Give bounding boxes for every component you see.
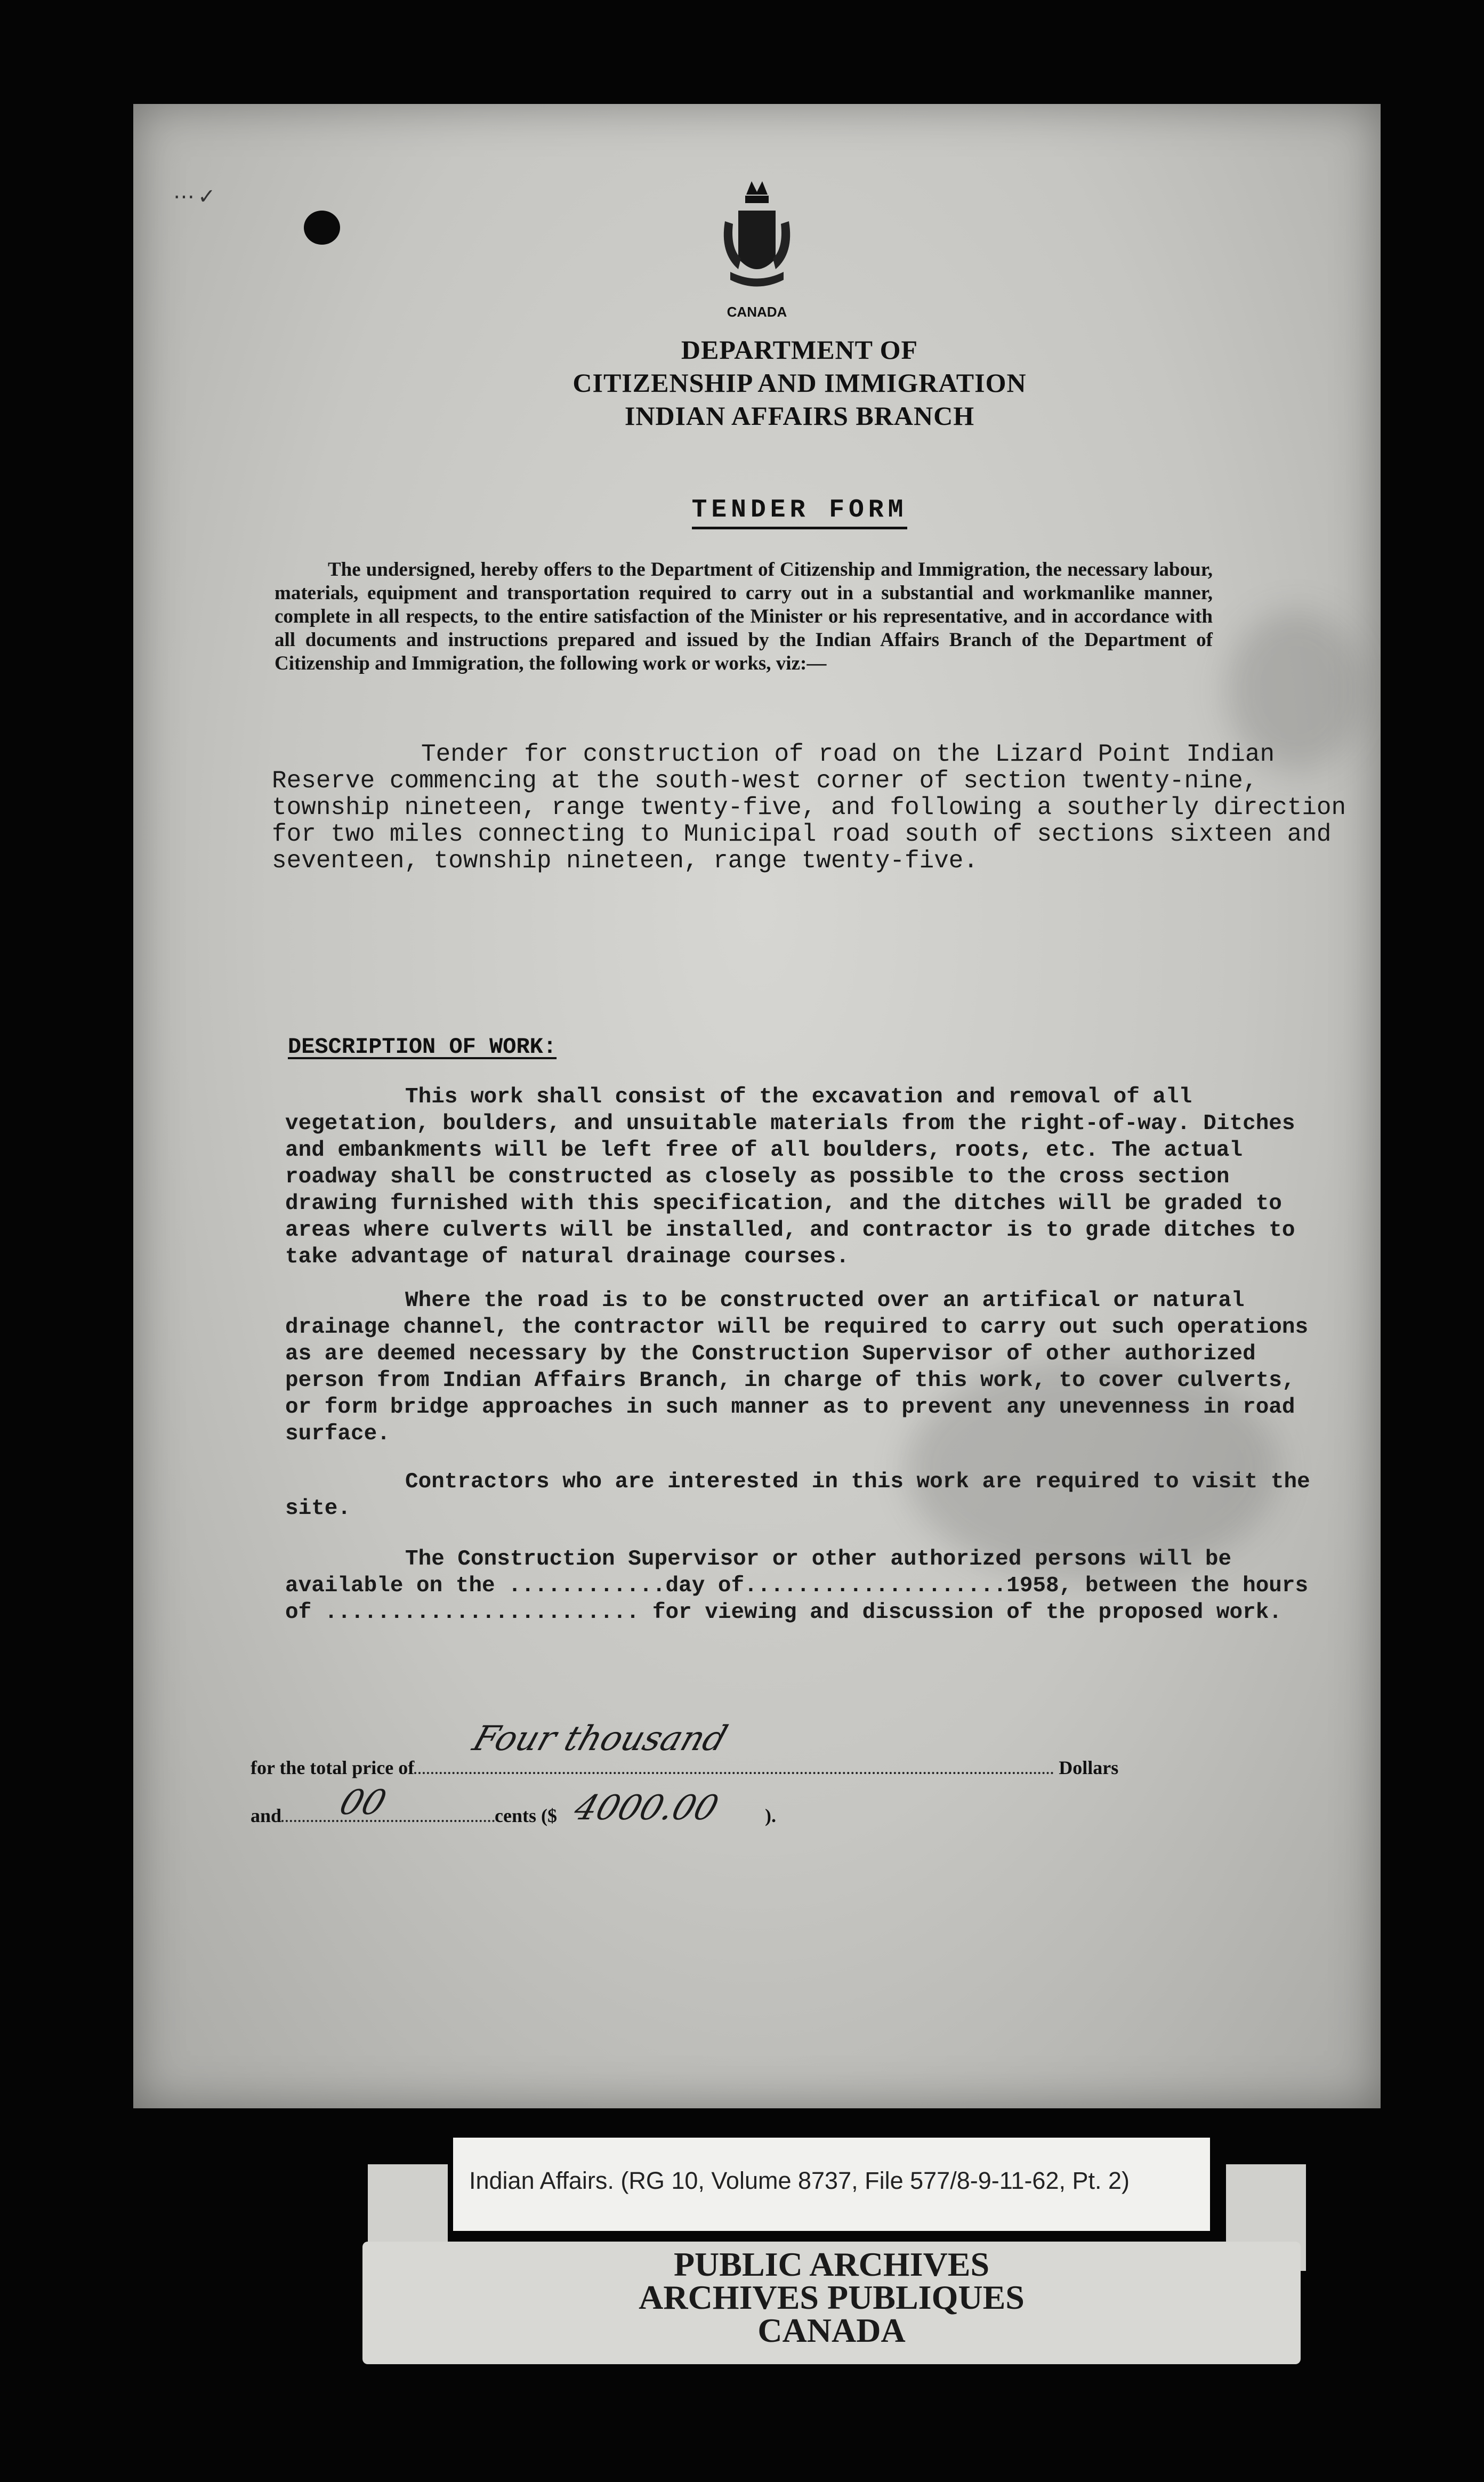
- header-line-1: DEPARTMENT OF: [681, 335, 918, 365]
- stamp-line-1: PUBLIC ARCHIVES: [673, 2245, 990, 2283]
- handwritten-dollars: Four thousand: [467, 1719, 732, 1759]
- header-line-3: INDIAN AFFAIRS BRANCH: [624, 401, 975, 431]
- description-paragraph-2: Where the road is to be constructed over an artifical or natural drainage channel, the contractor will be required to carry out such operations as are deemed necessary by the Construction Supervisor of other authorized person from Indian Affairs Branch, in charge of this work, to cover culverts, or form bridge approaches in such manner as to prevent any unevenness in road surface.: [285, 1288, 1321, 1446]
- handwritten-cents: 00: [334, 1783, 391, 1823]
- description-paragraph-1: This work shall consist of the excavation and removal of all vegetation, boulders, and unsuitable materials from the right-of-way. Ditches and embankments will be left free of all boulders, roots, etc. The actual roadway shall be constructed as closely as possible to the cross section drawing furnished with this specification, and the ditches will be graded to areas where culverts will be installed, and contractor is to grade ditches to take advantage of natural drainage courses.: [285, 1085, 1309, 1269]
- tender-description: Tender for construction of road on the Lizard Point Indian Reserve commencing at the south-west corner of section twenty-nine, township nineteen, range twenty-five, and following a southerly direction for two miles connecting to Municipal road south of sections sixteen and seventeen, township nineteen, range twenty-five.: [272, 740, 1361, 875]
- and-label: and: [251, 1805, 282, 1826]
- cents-label: cents ($: [495, 1805, 558, 1826]
- stamp-line-3: CANADA: [757, 2311, 906, 2349]
- closing-paren: ).: [765, 1805, 777, 1826]
- dotted-line: [281, 1820, 495, 1822]
- description-paragraph-4: The Construction Supervisor or other authorized persons will be available on the ............day of....................1958, between the hours of ........................ for viewing and discussion of the proposed work.: [285, 1547, 1321, 1625]
- total-price-label: for the total price of: [251, 1757, 415, 1778]
- archive-reference: Indian Affairs. (RG 10, Volume 8737, File 577/8-9-11-62, Pt. 2): [469, 2167, 1130, 2194]
- stamp-text: [362, 2245, 1301, 2349]
- crest-label: CANADA: [727, 304, 787, 320]
- description-heading: DESCRIPTION OF WORK:: [288, 1034, 557, 1060]
- coat-of-arms-icon: [709, 179, 805, 301]
- crest: [709, 179, 805, 339]
- cents-row: [251, 1804, 1317, 1827]
- dotted-line: [414, 1772, 1054, 1774]
- form-title: TENDER FORM: [400, 496, 1199, 525]
- department-header: [400, 333, 1199, 432]
- document-page: [133, 104, 1381, 2108]
- header-line-2: CITIZENSHIP AND IMMIGRATION: [572, 368, 1027, 398]
- archive-reference-card: [453, 2138, 1210, 2231]
- corner-mark: ⋯✓: [173, 184, 219, 208]
- description-paragraph-3: Contractors who are interested in this work are required to visit the site.: [285, 1470, 1324, 1521]
- handwritten-amount: 4000.00: [569, 1788, 723, 1828]
- punch-hole: [304, 211, 340, 245]
- dollars-label: Dollars: [1059, 1757, 1119, 1778]
- stamp-line-2: ARCHIVES PUBLIQUES: [639, 2278, 1025, 2316]
- intro-paragraph: The undersigned, hereby offers to the Department of Citizenship and Immigration, the necessary labour, materials, equipment and transportation required to carry out in a substantial and workmanlike manner, complete in all respects, to the entire satisfaction of the Minister or his representative, and in accordance with all documents and instructions prepared and issued by the Indian Affairs Branch of the Department of Citizenship and Immigration, the following work or works, viz:—: [275, 559, 1213, 674]
- archive-stamp: [362, 2242, 1301, 2364]
- total-price-row: [251, 1756, 1317, 1779]
